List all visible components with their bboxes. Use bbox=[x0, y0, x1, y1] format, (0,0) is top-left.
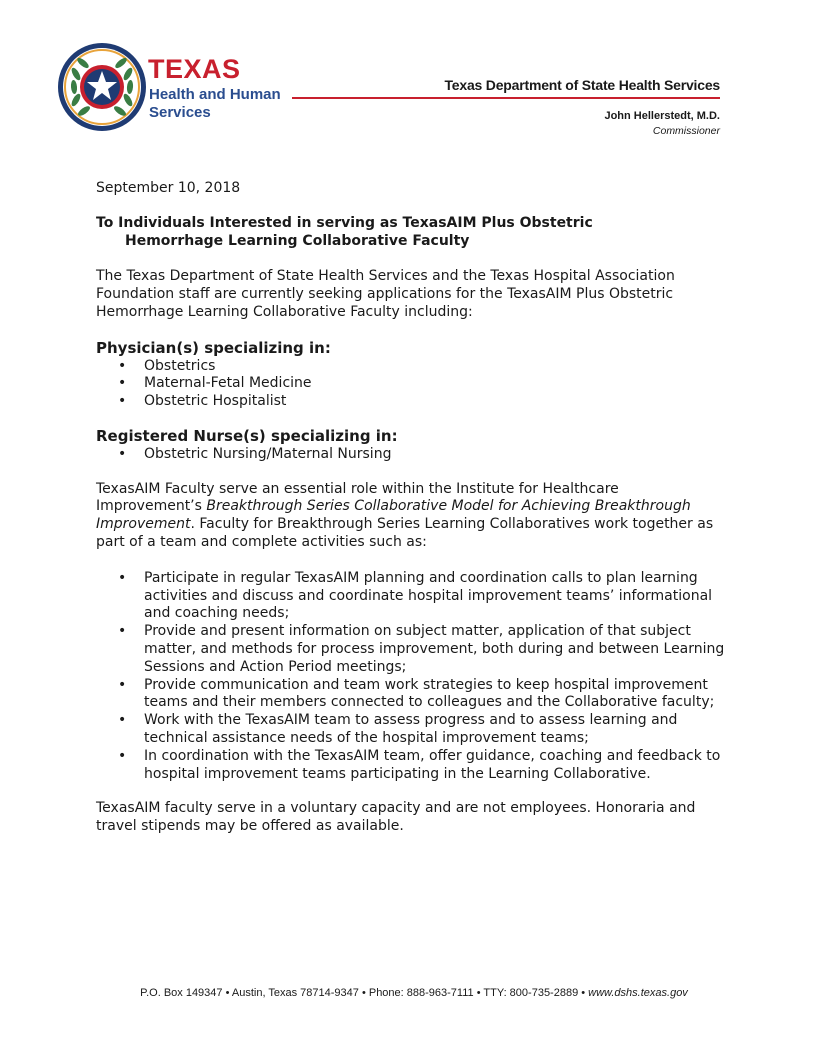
logo-wordmark: TEXAS bbox=[148, 54, 241, 84]
footer-contact bbox=[0, 987, 816, 999]
list-item: • Obstetrics bbox=[96, 358, 726, 376]
physician-heading: Physician(s) specializing in: bbox=[96, 338, 331, 357]
list-item: • Maternal-Fetal Medicine bbox=[96, 375, 726, 393]
nurse-heading: Registered Nurse(s) specializing in: bbox=[96, 426, 398, 445]
logo-subtitle-line-1: Health and Human bbox=[149, 86, 281, 103]
faculty-paragraph bbox=[96, 481, 726, 552]
logo-subtitle-line-2: Services bbox=[149, 104, 211, 121]
activities-list bbox=[96, 570, 726, 784]
footer-website-link[interactable]: www.dshs.texas.gov bbox=[588, 987, 688, 999]
model-title: Breakthrough Series Collaborative Model for Achieving Breakthrough Improvement bbox=[96, 498, 691, 533]
faculty-text-start: TexasAIM Faculty serve an essential role within the Institute for Healthcare Improvement’s bbox=[96, 480, 619, 515]
subject-line-1: To Individuals Interested in serving as TexasAIM Plus Obstetric bbox=[96, 214, 593, 231]
list-item: • Provide communication and team work strategies to keep hospital improvement teams and their members connected to colleagues and the Collaborative faculty; bbox=[96, 677, 726, 713]
hhs-seal-logo bbox=[57, 42, 147, 132]
department-name: Texas Department of State Health Services bbox=[444, 77, 720, 93]
letter-body bbox=[96, 180, 726, 854]
commissioner-name: John Hellerstedt, M.D. bbox=[604, 110, 720, 122]
letter-date: September 10, 2018 bbox=[96, 180, 241, 196]
list-item: • Obstetric Nursing/Maternal Nursing bbox=[96, 446, 726, 464]
commissioner-title: Commissioner bbox=[652, 125, 720, 137]
letterhead-divider bbox=[292, 97, 720, 99]
list-item: • Provide and present information on subject matter, application of that subject matter, and methods for process improvement, both during and between Learning Sessions and Action Period meetings; bbox=[96, 623, 726, 676]
physician-list bbox=[96, 358, 726, 411]
nurse-list bbox=[96, 446, 726, 464]
closing-paragraph: TexasAIM faculty serve in a voluntary capacity and are not employees. Honoraria and travel stipends may be offered as available. bbox=[96, 800, 696, 835]
intro-paragraph: The Texas Department of State Health Services and the Texas Hospital Association Foundation staff are currently seeking applications for the TexasAIM Plus Obstetric Hemorrhage Learning Collaborative Faculty including: bbox=[96, 268, 675, 320]
subject-line-2: Hemorrhage Learning Collaborative Faculty bbox=[125, 232, 470, 249]
list-item: • Participate in regular TexasAIM planning and coordination calls to plan learning activities and discuss and coordinate hospital improvement teams’ informational and coaching needs; bbox=[96, 570, 726, 623]
faculty-text-end: . Faculty for Breakthrough Series Learning Collaboratives work together as part of a team and complete activities such as: bbox=[96, 516, 714, 550]
letter-subject bbox=[96, 215, 726, 251]
list-item: • Work with the TexasAIM team to assess progress and to assess learning and technical assistance needs of the hospital improvement teams; bbox=[96, 712, 726, 748]
list-item: • Obstetric Hospitalist bbox=[96, 393, 726, 411]
list-item: • In coordination with the TexasAIM team, offer guidance, coaching and feedback to hospital improvement teams participating in the Learning Collaborative. bbox=[96, 748, 726, 784]
footer-address: P.O. Box 149347 • Austin, Texas 78714-9347 • Phone: 888-963-7111 • TTY: 800-735-2889 • bbox=[140, 987, 589, 999]
